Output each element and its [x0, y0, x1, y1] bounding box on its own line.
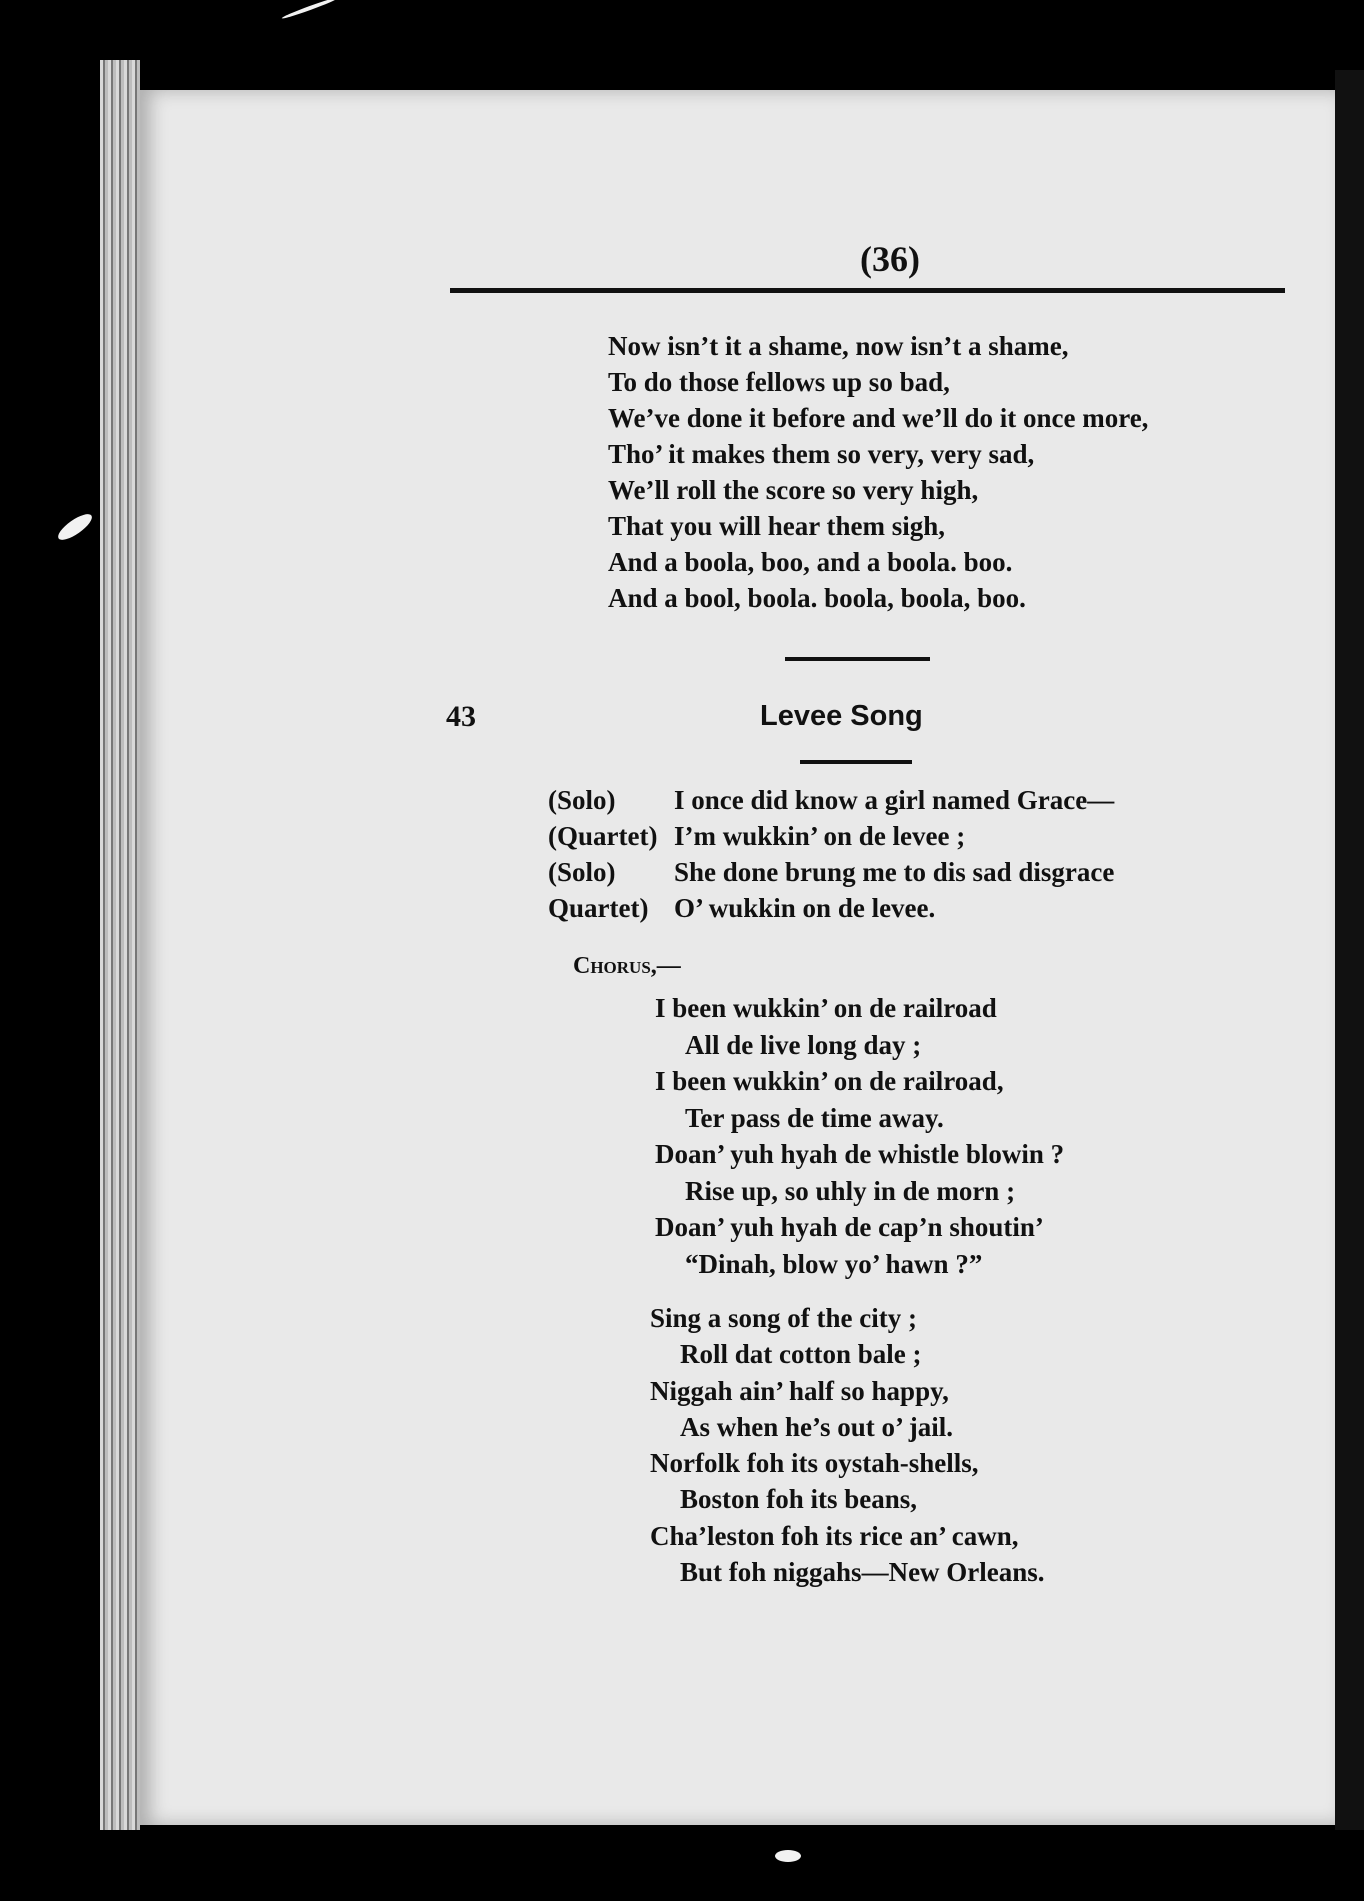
- lyric-line: I been wukkin’ on de railroad,: [655, 1066, 1004, 1096]
- lyric-line: All de live long day ;: [685, 1029, 922, 1060]
- page-right-edge: [1335, 70, 1364, 1830]
- book-binding: [100, 60, 140, 1830]
- dialogue-line: O’ wukkin on de levee.: [674, 893, 936, 923]
- lyric-line: Roll dat cotton bale ;: [680, 1339, 922, 1370]
- verse-3: [650, 1300, 1045, 1590]
- lyric-line: Niggah ain’ half so happy,: [650, 1375, 949, 1406]
- page-number: (36): [860, 239, 920, 279]
- lyric-line: We’ve done it before and we’ll do it once more,: [608, 403, 1149, 433]
- lyric-line: Sing a song of the city ;: [650, 1303, 918, 1333]
- lyric-line: Norfolk foh its oystah-shells,: [650, 1448, 979, 1479]
- lyric-line: Now isn’t it a shame, now isn’t a shame,: [608, 331, 1069, 361]
- dialogue-row: [548, 854, 1114, 890]
- lyric-line: And a boola, boo, and a boola. boo.: [608, 547, 1013, 577]
- lyric-line: Rise up, so uhly in de morn ;: [685, 1175, 1016, 1206]
- dialogue-line: I’m wukkin’ on de levee ;: [674, 821, 966, 851]
- dialogue-role: (Solo): [548, 785, 616, 815]
- lyric-line: Tho’ it makes them so very, very sad,: [608, 439, 1035, 469]
- dialogue-role: (Solo): [548, 857, 616, 887]
- title-underline: [800, 760, 912, 764]
- lyric-line: “Dinah, blow yo’ hawn ?”: [685, 1248, 983, 1279]
- lyric-line: That you will hear them sigh,: [608, 511, 946, 541]
- lyric-line: And a bool, boola. boola, boola, boo.: [608, 583, 1026, 613]
- dialogue-row: [548, 818, 1114, 854]
- verse-1: [608, 328, 1148, 616]
- dialogue-role: (Quartet): [548, 821, 658, 851]
- lyric-line: As when he’s out o’ jail.: [680, 1411, 954, 1442]
- dialogue-line: She done brung me to dis sad disgrace: [674, 857, 1115, 887]
- section-divider: [785, 657, 930, 661]
- dialogue-row: [548, 782, 1114, 818]
- lyric-line: Doan’ yuh hyah de whistle blowin ?: [655, 1139, 1065, 1169]
- lyric-line: To do those fellows up so bad,: [608, 367, 950, 397]
- lyric-line: We’ll roll the score so very high,: [608, 475, 979, 505]
- dialogue-line: I once did know a girl named Grace—: [674, 785, 1115, 815]
- lyric-line: Doan’ yuh hyah de cap’n shoutin’: [655, 1212, 1044, 1242]
- dialogue-row: [548, 890, 1114, 926]
- chorus-lyrics: [655, 990, 1064, 1282]
- solo-quartet-dialogue: [548, 782, 1114, 926]
- lyric-line: I been wukkin’ on de railroad: [655, 993, 997, 1023]
- song-title: Levee Song: [760, 700, 923, 732]
- lyric-line: But foh niggahs—New Orleans.: [680, 1557, 1045, 1588]
- song-number: 43: [446, 700, 476, 733]
- dialogue-role: Quartet): [548, 893, 649, 923]
- scan-speck: [775, 1850, 801, 1862]
- lyric-line: Cha’leston foh its rice an’ cawn,: [650, 1520, 1019, 1551]
- chorus-label: Chorus,—: [573, 953, 681, 979]
- lyric-line: Boston foh its beans,: [680, 1484, 918, 1515]
- header-rule: [450, 288, 1285, 293]
- lyric-line: Ter pass de time away.: [685, 1102, 944, 1133]
